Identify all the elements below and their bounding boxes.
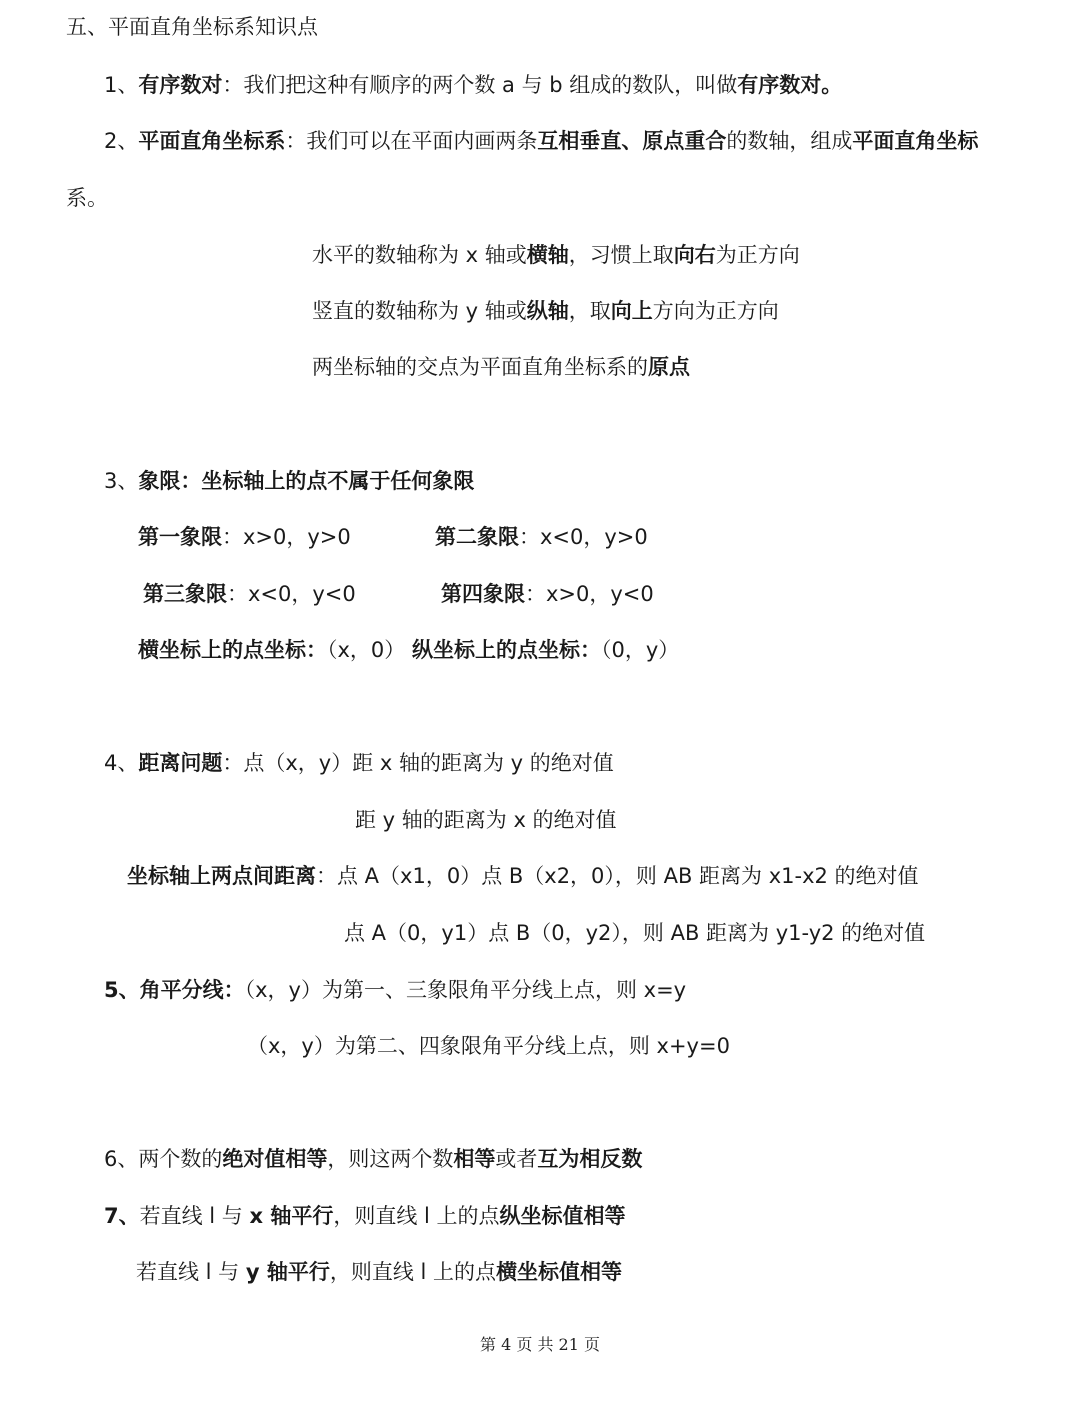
- x-axis-point-value: （x，0）: [327, 638, 406, 662]
- quadrant-3-label: 第三象限: [143, 582, 227, 606]
- quadrant-4-condition: ：x>0，y<0: [525, 582, 654, 606]
- item-7-parallel-y: [136, 1257, 622, 1287]
- item-7-line-2-bold-1: y 轴平行: [245, 1260, 330, 1284]
- two-point-distance-x: ：点 A（x1，0）点 B（x2，0），则 AB 距离为 x1-x2 的绝对值: [316, 864, 919, 888]
- item-5-number: 5、: [104, 978, 140, 1002]
- quadrant-1-condition: ：x>0，y>0: [222, 525, 351, 549]
- quadrant-1-label: 第一象限: [138, 525, 222, 549]
- x-axis-text-3: 为正方向: [715, 243, 800, 267]
- item-1-text: ：我们把这种有顺序的两个数 a 与 b 组成的数队，叫做: [222, 73, 738, 97]
- quadrant-2-label: 第二象限: [435, 525, 519, 549]
- axis-point-coordinates: [138, 635, 679, 665]
- item-3-number: 3、: [104, 469, 139, 493]
- item-2-term: 平面直角坐标系: [138, 129, 286, 153]
- two-point-distance-y: 点 A（0，y1）点 B（0，y2），则 AB 距离为 y1-y2 的绝对值: [344, 921, 926, 945]
- item-2-bold-2: 平面直角坐标: [852, 129, 979, 153]
- item-6-bold-3: 互为相反数: [537, 1147, 643, 1171]
- y-axis-text-3: 方向为正方向: [652, 299, 779, 323]
- item-7-line-2-bold-2: 横坐标值相等: [496, 1260, 623, 1284]
- quadrant-2-condition: ：x<0，y>0: [519, 525, 648, 549]
- item-2-coordinate-system: [104, 126, 978, 156]
- x-axis-bold-2: 向右: [673, 243, 716, 267]
- item-7-line-1-text-1: 若直线 l 与: [139, 1204, 250, 1228]
- item-6-bold-2: 相等: [453, 1147, 496, 1171]
- item-7-line-1-bold-1: x 轴平行: [249, 1204, 334, 1228]
- item-4-text-1: ：点（x，y）距 x 轴的距离为 y 的绝对值: [222, 751, 614, 775]
- quadrant-1: [138, 522, 351, 552]
- item-6-bold-1: 绝对值相等: [222, 1147, 328, 1171]
- item-7-line-2-text-1: 若直线 l 与: [136, 1260, 246, 1284]
- item-2-continuation: 系。: [66, 186, 108, 210]
- x-axis-bold-1: 横轴: [526, 243, 569, 267]
- y-axis-definition: [312, 296, 779, 326]
- item-4-number: 4、: [104, 751, 139, 775]
- x-axis-text-1: 水平的数轴称为 x 轴或: [312, 243, 527, 267]
- two-point-distance-label: 坐标轴上两点间距离: [127, 864, 316, 888]
- item-4-line-2: 距 y 轴的距离为 x 的绝对值: [355, 808, 617, 832]
- quadrant-2: [435, 522, 648, 552]
- y-axis-text-2: ，取: [568, 299, 611, 323]
- item-1-number: 1、: [104, 73, 139, 97]
- y-axis-text-1: 竖直的数轴称为 y 轴或: [312, 299, 527, 323]
- item-2-text-2: 的数轴，组成: [726, 129, 853, 153]
- item-4-term: 距离问题: [138, 751, 223, 775]
- item-6-text-1: 两个数的: [138, 1147, 223, 1171]
- y-axis-bold-2: 向上: [610, 299, 653, 323]
- item-7-line-2-text-2: ，则直线 l 上的点: [329, 1260, 497, 1284]
- item-7-number: 7、: [104, 1204, 140, 1228]
- item-3-quadrants: [104, 466, 474, 496]
- item-6-absolute-value: [104, 1144, 642, 1174]
- item-7-line-1-bold-2: 纵坐标值相等: [499, 1204, 626, 1228]
- origin-text: 两坐标轴的交点为平面直角坐标系的: [312, 355, 648, 379]
- item-2-text-1: ：我们可以在平面内画两条: [285, 129, 538, 153]
- item-6-text-2: ，则这两个数: [327, 1147, 454, 1171]
- quadrant-3-condition: ：x<0，y<0: [227, 582, 356, 606]
- item-5-line-2: （x，y）为第二、四象限角平分线上点，则 x+y=0: [247, 1034, 730, 1058]
- x-axis-point-label: 横坐标上的点坐标：: [138, 638, 327, 662]
- y-axis-point-value: （0，y）: [600, 638, 680, 662]
- page-footer: 第 4 页 共 21 页: [480, 1335, 600, 1354]
- item-5-text-1: （x，y）为第一、三象限角平分线上点，则 x=y: [244, 978, 687, 1002]
- item-6-text-3: 或者: [495, 1147, 538, 1171]
- item-2-bold-1: 互相垂直、原点重合: [537, 129, 727, 153]
- x-axis-definition: [312, 240, 800, 270]
- section-title: 五、平面直角坐标系知识点: [66, 15, 318, 39]
- item-5-term: 角平分线：: [139, 978, 245, 1002]
- item-1-term-end: 有序数对。: [737, 73, 843, 97]
- x-axis-text-2: ，习惯上取: [568, 243, 674, 267]
- item-7-line-1-text-2: ，则直线 l 上的点: [333, 1204, 500, 1228]
- item-5-angle-bisector: [104, 975, 686, 1005]
- item-2-number: 2、: [104, 129, 139, 153]
- y-axis-bold-1: 纵轴: [526, 299, 569, 323]
- item-3-title: 象限：坐标轴上的点不属于任何象限: [138, 469, 475, 493]
- item-1-ordered-pair: [104, 70, 842, 100]
- item-4-distance: [104, 748, 614, 778]
- item-7-parallel-x: [104, 1201, 626, 1231]
- y-axis-point-label: 纵坐标上的点坐标：: [411, 638, 601, 662]
- item-1-term: 有序数对: [138, 73, 223, 97]
- origin-definition: [312, 352, 690, 382]
- item-6-number: 6、: [104, 1147, 139, 1171]
- two-point-distance: [127, 861, 919, 891]
- quadrant-3: [143, 579, 356, 609]
- quadrant-4: [441, 579, 654, 609]
- quadrant-4-label: 第四象限: [441, 582, 525, 606]
- origin-bold: 原点: [648, 355, 690, 379]
